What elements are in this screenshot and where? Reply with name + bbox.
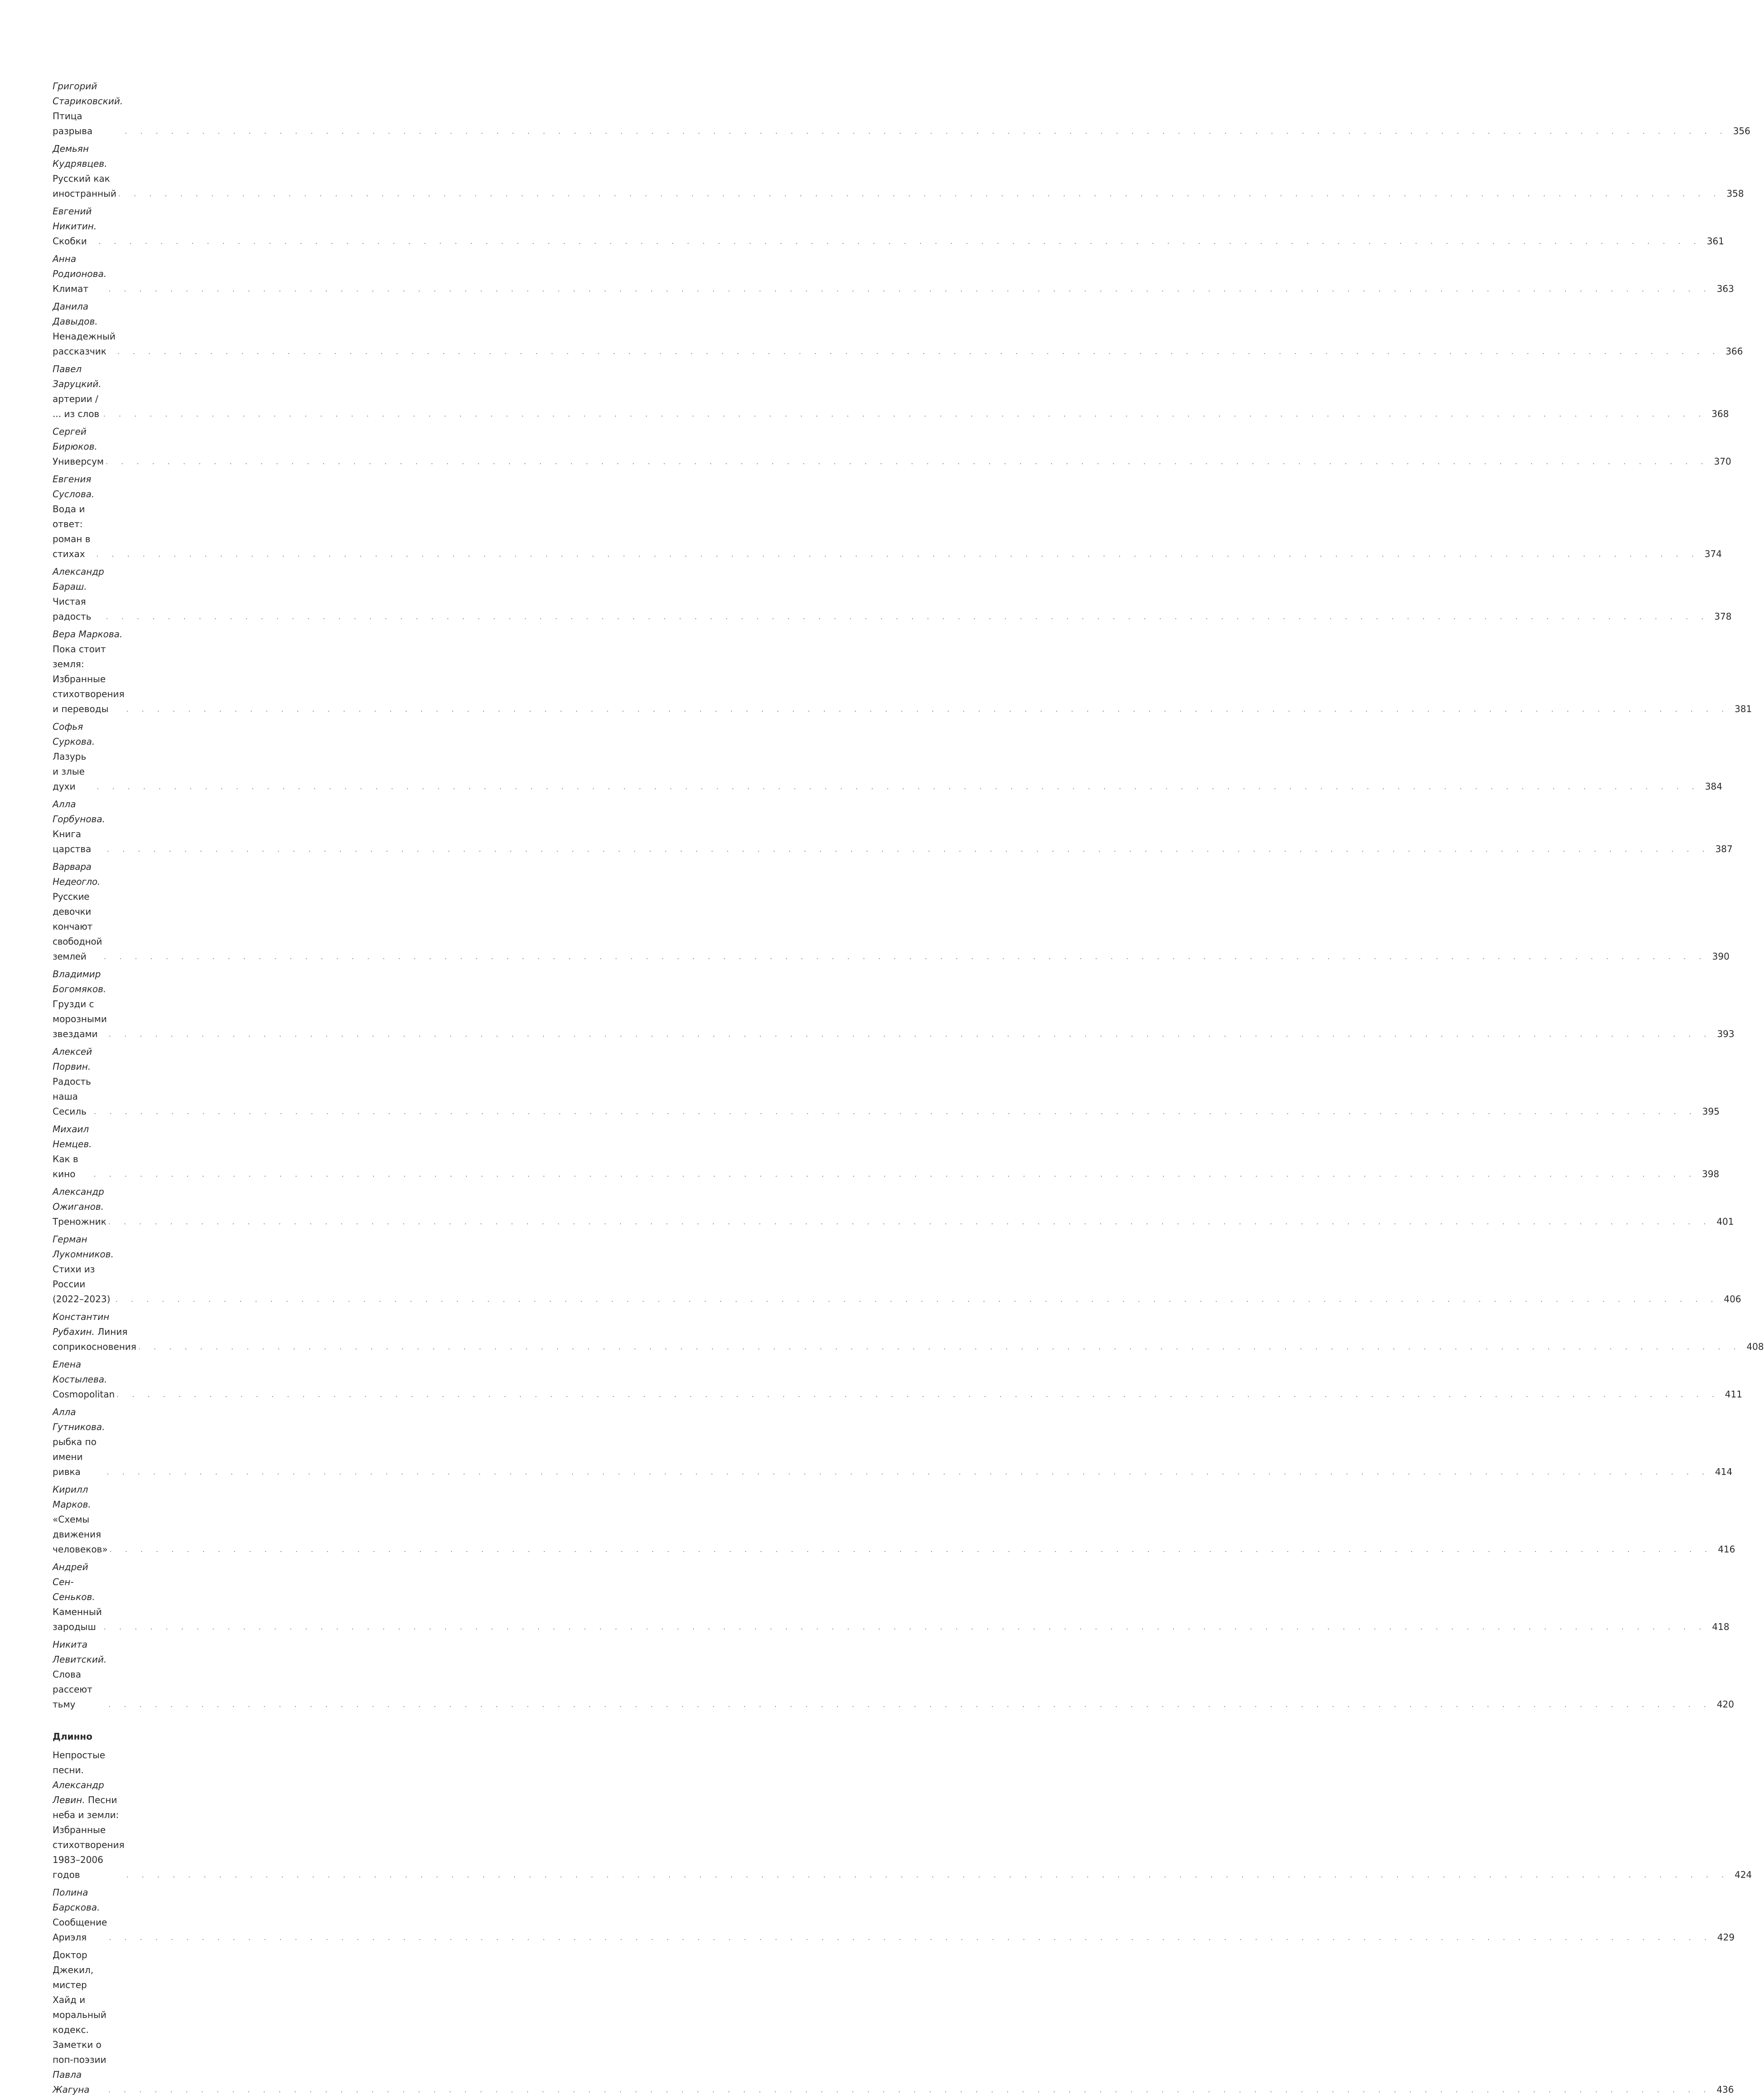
toc-entry [53,1948,1734,2097]
title: Скобки [53,236,87,247]
leader-dots [94,1104,1697,1119]
title-continued: Избранные стихотворения 1983–2006 годов [53,1824,125,1880]
author: Софья Суркова. [53,721,95,747]
title: артерии / ... из слов [53,393,100,419]
toc-entry [53,1044,1720,1119]
page-number: 418 [1712,1621,1730,1632]
title: Чистая радость [53,596,92,622]
toc-entry [53,1748,1752,1882]
title: Птица разрыва [53,111,93,136]
author: Михаил Немцев. [53,1124,92,1149]
leader-dots [108,281,1711,296]
page-number: 411 [1725,1389,1742,1400]
leader-dots [104,1620,1707,1634]
page-number: 370 [1714,456,1731,467]
title: Доктор Джекил, мистер Хайд и моральный кодекс. [53,1950,107,2035]
author: Данила Давыдов. [53,301,98,327]
page-number: 414 [1715,1466,1733,1477]
toc-entry [53,1405,1733,1479]
table-of-contents [53,79,1764,2100]
page-number: 406 [1724,1294,1741,1305]
section-heading: Длинно [53,1731,92,1742]
author: Елена Костылева. [53,1359,107,1385]
page-number: 390 [1712,951,1730,962]
page-number: 393 [1717,1028,1735,1039]
author: Андрей Сен-Сеньков. [53,1562,95,1602]
author: Алла Гутникова. [53,1406,105,1432]
leader-dots [106,454,1709,469]
title: Как в кино [53,1154,78,1179]
title: Радость наша Сесиль [53,1076,91,1117]
page-number: 384 [1705,781,1723,792]
leader-dots [138,1339,1741,1354]
leader-dots [108,2082,1711,2097]
page-number: 408 [1746,1341,1764,1352]
page-number: 356 [1733,126,1750,136]
title: Каменный зародыш [53,1606,102,1632]
title: рыбка по имени ривка [53,1436,97,1477]
pre-title: Непростые песни. [53,1750,106,1775]
toc-entry [53,797,1733,857]
title: Слова рассеют тьму [53,1669,92,1710]
page-number: 398 [1702,1169,1720,1179]
author: Александр Левин. [53,1780,104,1805]
page-number: 436 [1716,2084,1734,2095]
author: Никита Левитский. [53,1639,107,1665]
title: Грузди с морозными звездами [53,999,107,1039]
leader-dots [96,547,1699,562]
page-number: 368 [1711,408,1729,419]
author: Евгения Суслова. [53,474,95,500]
title: Пока стоит земля: [53,644,106,669]
author: Демьян Кудрявцев. [53,143,107,169]
toc-entry [53,1122,1720,1182]
page-number: 361 [1706,236,1724,247]
author: Павел Заруцкий. [53,364,102,389]
title-continued: Избранные стихотворения и переводы [53,674,125,714]
title: Стихи из России (2022–2023) [53,1264,111,1305]
title: Русский как иностранный [53,173,116,199]
toc-entry [53,1184,1734,1229]
toc-entry [53,564,1732,624]
toc-entry [53,1482,1735,1557]
toc-entry [53,1560,1730,1634]
toc-entry [53,627,1752,717]
leader-dots [109,1930,1712,1945]
title: Русские девочки кончают свободной землей [53,891,102,962]
toc-entry [53,362,1729,422]
leader-dots [109,1027,1712,1042]
author: Алексей Порвин. [53,1046,92,1072]
toc-entry [53,472,1722,562]
leader-dots [107,1465,1710,1479]
leader-dots [104,949,1707,964]
page-number: 366 [1725,346,1743,357]
leader-dots [94,1167,1697,1182]
author: Сергей Бирюков. [53,426,97,452]
toc-entry [53,1885,1735,1945]
leader-dots [125,124,1728,139]
title: Ненадежный рассказчик [53,331,116,357]
page-number: 387 [1715,844,1733,854]
page-number: 424 [1735,1869,1752,1880]
page-number: 363 [1716,283,1734,294]
author: Евгений Никитин. [53,206,97,232]
toc-entry [53,859,1730,964]
leader-dots [116,1387,1720,1402]
toc-entry [53,79,1750,139]
title: Песни неба и земли: [53,1794,119,1820]
leader-dots [117,344,1720,359]
title: Лазурь и злые духи [53,751,87,792]
author: Александр Ожиганов. [53,1186,104,1212]
toc-entry [53,719,1723,794]
leader-dots [126,702,1729,717]
author: Варвара Недеогло. [53,861,100,887]
author: Владимир Богомяков. [53,969,107,994]
leader-dots [108,1697,1711,1712]
author: Алла Горбунова. [53,799,105,824]
leader-dots [118,186,1721,201]
title: Линия соприкосновения [53,1326,136,1352]
page-number: 401 [1716,1216,1734,1227]
author: Григорий Стариковский. [53,81,123,107]
author: Вера Маркова. [53,629,123,640]
title-continued: Заметки о поп-поэзии [53,2039,107,2065]
leader-dots [98,234,1701,249]
leader-dots [126,1867,1729,1882]
leader-dots [116,1292,1719,1307]
page-number: 358 [1726,188,1744,199]
author: Полина Барскова. [53,1887,100,1913]
page-number: 420 [1716,1699,1734,1710]
title: Сообщение Ариэля [53,1917,107,1943]
leader-dots [97,779,1700,794]
title: Книга царства [53,829,92,854]
title: «Схемы движения человеков» [53,1514,108,1555]
author: Герман Лукомников. [53,1234,114,1260]
toc-entry [53,1309,1764,1354]
page-number: 381 [1735,703,1752,714]
toc-entry [53,1637,1734,1712]
page-number: 395 [1702,1106,1720,1117]
page-number: 378 [1714,611,1732,622]
leader-dots [110,1542,1713,1557]
page-number: 429 [1717,1932,1735,1943]
title: Вода и ответ: роман в стихах [53,504,91,559]
page-number: 374 [1704,548,1722,559]
toc-entry [53,424,1731,469]
title: Климат [53,283,88,294]
title: Cosmopolitan [53,1389,115,1400]
leader-dots [108,1214,1711,1229]
toc-entry [53,967,1735,1042]
toc-entry [53,1357,1742,1402]
toc-entry [53,1232,1741,1307]
leader-dots [107,842,1710,857]
author: Павла Жагуна [53,2069,90,2095]
author: Константин Рубахин. [53,1311,110,1337]
toc-entry [53,252,1734,296]
toc-entry [53,204,1724,249]
title: Треножник [53,1216,107,1227]
author: Анна Родионова. [53,253,107,279]
toc-entry [53,141,1744,201]
leader-dots [103,407,1706,422]
author: Кирилл Марков. [53,1484,91,1510]
leader-dots [106,609,1709,624]
page-number: 416 [1718,1544,1735,1555]
title: Универсум [53,456,104,467]
author: Александр Бараш. [53,566,104,592]
toc-entry [53,299,1743,359]
